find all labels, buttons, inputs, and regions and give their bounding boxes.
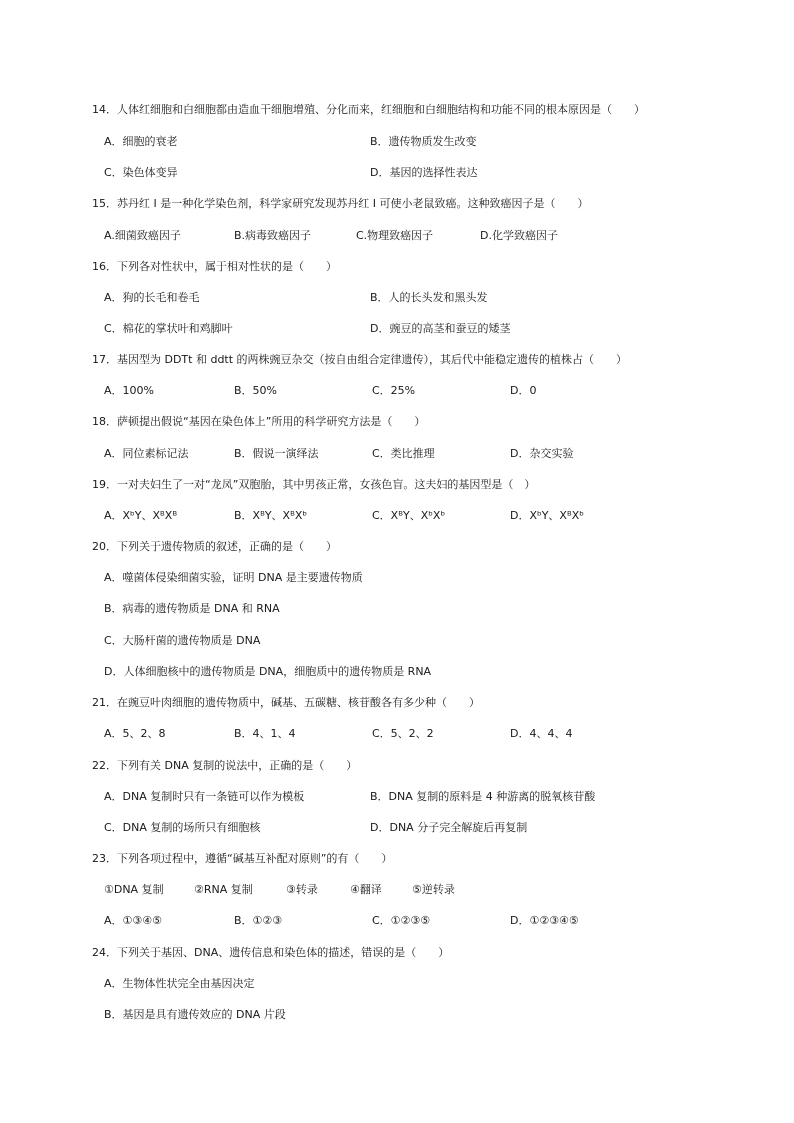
question-20-option-a: A．噬菌体侵染细菌实验，证明 DNA 是主要遗传物质 xyxy=(104,571,363,584)
question-24-stem: 24．下列关于基因、DNA、遗传信息和染色体的描述，错误的是（ ） xyxy=(92,946,450,959)
question-16-option-d: D．豌豆的高茎和蚕豆的矮茎 xyxy=(370,322,511,335)
question-21-option-a: A．5、2、8 xyxy=(104,727,166,740)
question-23-item-1: ①DNA 复制 xyxy=(104,883,164,896)
question-15-option-c: C.物理致癌因子 xyxy=(356,229,434,242)
question-18-option-a: A．同位素标记法 xyxy=(104,447,189,460)
question-16-option-c: C．棉花的掌状叶和鸡脚叶 xyxy=(104,322,233,335)
question-16-stem: 16．下列各对性状中，属于相对性状的是（ ） xyxy=(92,260,337,273)
question-17-option-b: B．50% xyxy=(234,384,277,397)
question-14-option-c: C．染色体变异 xyxy=(104,166,178,179)
question-14-option-a: A．细胞的衰老 xyxy=(104,135,178,148)
question-20-option-b: B．病毒的遗传物质是 DNA 和 RNA xyxy=(104,602,280,615)
question-22-option-d: D．DNA 分子完全解旋后再复制 xyxy=(370,821,528,834)
question-23-option-b: B．①②③ xyxy=(234,914,283,927)
question-14-option-b: B．遗传物质发生改变 xyxy=(370,135,477,148)
question-19-stem: 19．一对夫妇生了一对“龙凤”双胞胎，其中男孩正常，女孩色盲。这夫妇的基因型是（ ） xyxy=(92,478,536,491)
question-23-option-c: C．①②③⑤ xyxy=(372,914,431,927)
question-18-option-d: D．杂交实验 xyxy=(510,447,574,460)
question-21-option-c: C．5、2、2 xyxy=(372,727,434,740)
question-20-option-d: D．人体细胞核中的遗传物质是 DNA，细胞质中的遗传物质是 RNA xyxy=(104,665,432,678)
question-17-option-d: D．0 xyxy=(510,384,537,397)
question-16-option-b: B．人的长头发和黑头发 xyxy=(370,291,488,304)
question-24-option-b: B．基因是具有遗传效应的 DNA 片段 xyxy=(104,1008,286,1021)
question-22-option-a: A．DNA 复制时只有一条链可以作为模板 xyxy=(104,790,305,803)
question-15-option-d: D.化学致癌因子 xyxy=(480,229,558,242)
question-20-stem: 20．下列关于遗传物质的叙述，正确的是（ ） xyxy=(92,540,337,553)
question-17-option-a: A．100% xyxy=(104,384,154,397)
question-19-option-d: D．XᵇY、XᴮXᵇ xyxy=(510,509,584,522)
question-14-stem: 14．人体红细胞和白细胞都由造血干细胞增殖、分化而来，红细胞和白细胞结构和功能不同的根本原因是（ ） xyxy=(92,103,645,116)
question-22-option-c: C．DNA 复制的场所只有细胞核 xyxy=(104,821,261,834)
question-17-stem: 17．基因型为 DDTt 和 ddtt 的两株豌豆杂交（按自由组合定律遗传），其后代中能稳定遗传的植株占（ ） xyxy=(92,353,628,366)
question-23-option-a: A．①③④⑤ xyxy=(104,914,162,927)
question-23-option-d: D．①②③④⑤ xyxy=(510,914,579,927)
question-23-stem: 23．下列各项过程中，遵循“碱基互补配对原则”的有（ ） xyxy=(92,852,393,865)
question-15-option-a: A.细菌致癌因子 xyxy=(104,229,181,242)
question-21-option-d: D．4、4、4 xyxy=(510,727,573,740)
question-18-option-b: B．假说一演绎法 xyxy=(234,447,319,460)
question-23-item-3: ③转录 xyxy=(286,883,318,896)
question-22-stem: 22．下列有关 DNA 复制的说法中，正确的是（ ） xyxy=(92,759,358,772)
question-21-option-b: B．4、1、4 xyxy=(234,727,296,740)
question-18-stem: 18．萨顿提出假说“基因在染色体上”所用的科学研究方法是（ ） xyxy=(92,415,426,428)
question-24-option-a: A．生物体性状完全由基因决定 xyxy=(104,977,255,990)
question-22-option-b: B．DNA 复制的原料是 4 种游离的脱氧核苷酸 xyxy=(370,790,596,803)
question-23-item-5: ⑤逆转录 xyxy=(412,883,455,896)
question-14-option-d: D．基因的选择性表达 xyxy=(370,166,478,179)
question-19-option-b: B．XᴮY、XᴮXᵇ xyxy=(234,509,308,522)
question-15-stem: 15．苏丹红 Ⅰ 是一种化学染色剂，科学家研究发现苏丹红 Ⅰ 可使小老鼠致癌。这种致癌因子是（ ） xyxy=(92,197,589,210)
question-20-option-c: C．大肠杆菌的遗传物质是 DNA xyxy=(104,634,261,647)
question-19-option-a: A．XᵇY、XᴮXᴮ xyxy=(104,509,178,522)
question-17-option-c: C．25% xyxy=(372,384,416,397)
question-23-item-2: ②RNA 复制 xyxy=(194,883,253,896)
question-19-option-c: C．XᴮY、XᵇXᵇ xyxy=(372,509,446,522)
question-15-option-b: B.病毒致癌因子 xyxy=(234,229,312,242)
question-18-option-c: C．类比推理 xyxy=(372,447,435,460)
question-16-option-a: A．狗的长毛和卷毛 xyxy=(104,291,200,304)
question-23-item-4: ④翻译 xyxy=(350,883,382,896)
question-21-stem: 21．在豌豆叶肉细胞的遗传物质中，碱基、五碳糖、核苷酸各有多少种（ ） xyxy=(92,696,480,709)
